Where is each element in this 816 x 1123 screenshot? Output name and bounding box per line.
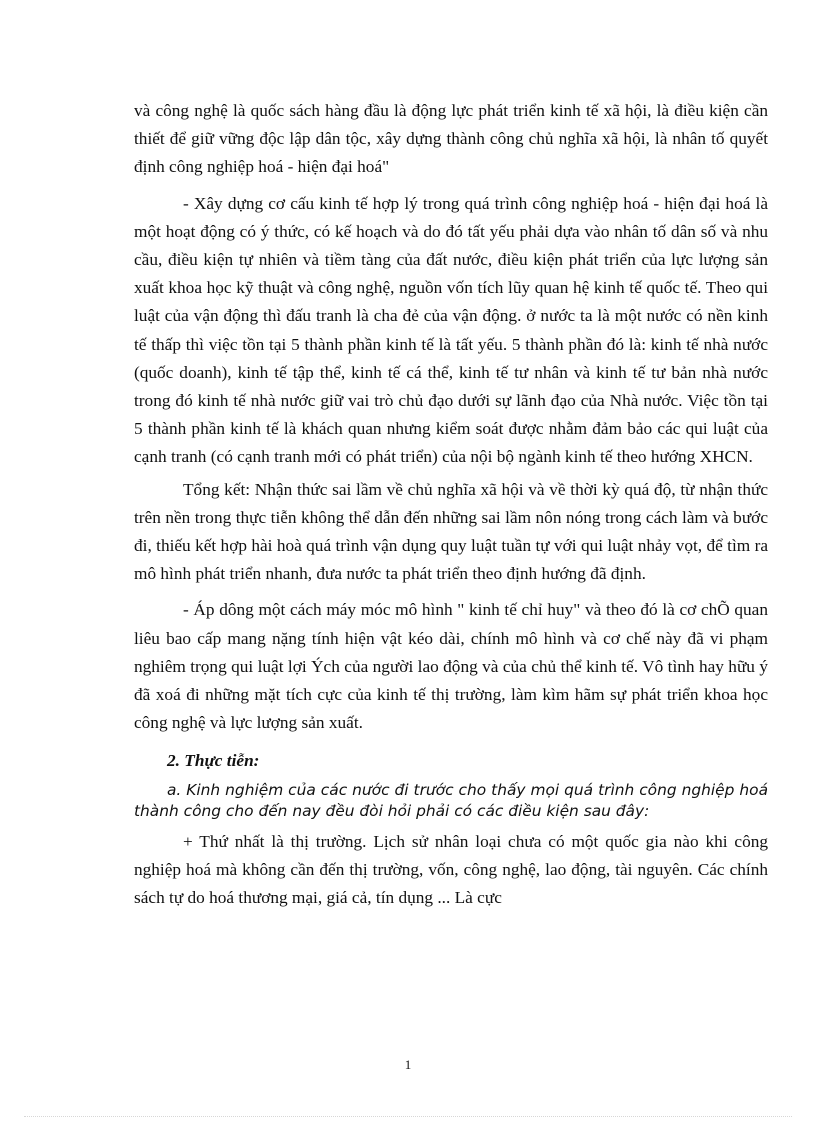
paragraph-4: - Áp dông một cách máy móc mô hình " kinh tế chỉ huy" và theo đó là cơ chÕ quan liêu bao cấp mang nặng tính hiện vật kéo dài, chính mô hình và cơ chế này đã vi phạm nghiêm trọng qui luật lợi Ých của người lao động và của chủ thể kinh tế. Vô tình hay hữu ý đã xoá đi những mặt tích cực của kinh tế thị trường, làm kìm hãm sự phát triển khoa học công nghệ và lực lượng sản xuất. [134, 600, 768, 733]
italic-paragraph: a. Kinh nghiệm của các nước đi trước cho thấy mọi quá trình công nghiệp hoá thành công cho đến nay đều đòi hỏi phải có các điều kiện sau đây: [134, 780, 768, 820]
page-bottom-divider [24, 1116, 792, 1117]
paragraph-2: - Xây dựng cơ cấu kinh tế hợp lý trong quá trình công nghiệp hoá - hiện đại hoá là một hoạt động có ý thức, có kế hoạch và do đó tất yếu phải dựa vào nhân tố dân số và nhu cầu, điều kiện tự nhiên và tiềm tàng của đất nước, điều kiện phát triển của lực lượng sản xuất khoa học kỹ thuật và công nghệ, nguồn vốn tích lũy quan hệ kinh tế quốc tế. Theo qui luật của vận động thì đấu tranh là cha đẻ của vận động. ở nước ta là một nước có nền kinh tế thấp thì việc tồn tại 5 thành phần kinh tế là tất yếu. 5 thành phần đó là: kinh tế nhà nước (quốc doanh), kinh tế tập thể, kinh tế cá thể, kinh tế tư nhân và kinh tế tư bản nhà nước trong đó kinh tế nhà nước giữ vai trò chủ đạo dưới sự lãnh đạo của Nhà nước. Việc tồn tại 5 thành phần kinh tế là khách quan nhưng kiểm soát được nhằm đảm bảo các qui luật của cạnh tranh (có cạnh tranh mới có phát triển) của nội bộ ngành kinh tế theo hướng XHCN. [134, 193, 768, 467]
document-body [134, 97, 768, 912]
section-heading: 2. Thực tiễn: [167, 751, 260, 771]
paragraph-1: và công nghệ là quốc sách hàng đầu là động lực phát triển kinh tế xã hội, là điều kiện cần thiết để giữ vững độc lập dân tộc, xây dựng thành công chủ nghĩa xã hội, là nhân tố quyết định công nghiệp hoá - hiện đại hoá" [134, 101, 768, 177]
page-number: 1 [404, 1057, 412, 1072]
paragraph-5: + Thứ nhất là thị trường. Lịch sử nhân loại chưa có một quốc gia nào khi công nghiệp hoá mà không cần đến thị trường, vốn, công nghệ, lao động, tài nguyên. Các chính sách tự do hoá thương mại, giá cả, tín dụng ... Là cực [134, 831, 768, 908]
paragraph-3: Tổng kết: Nhận thức sai lầm về chủ nghĩa xã hội và về thời kỳ quá độ, từ nhận thức trên nền trong thực tiễn không thể dẫn đến những sai lầm nôn nóng trong cách làm và bước đi, thiếu kết hợp hài hoà quá trình vận dụng quy luật tuần tự với qui luật nhảy vọt, để tìm ra mô hình phát triển nhanh, đưa nước ta phát triển theo định hướng đã định. [134, 479, 768, 584]
